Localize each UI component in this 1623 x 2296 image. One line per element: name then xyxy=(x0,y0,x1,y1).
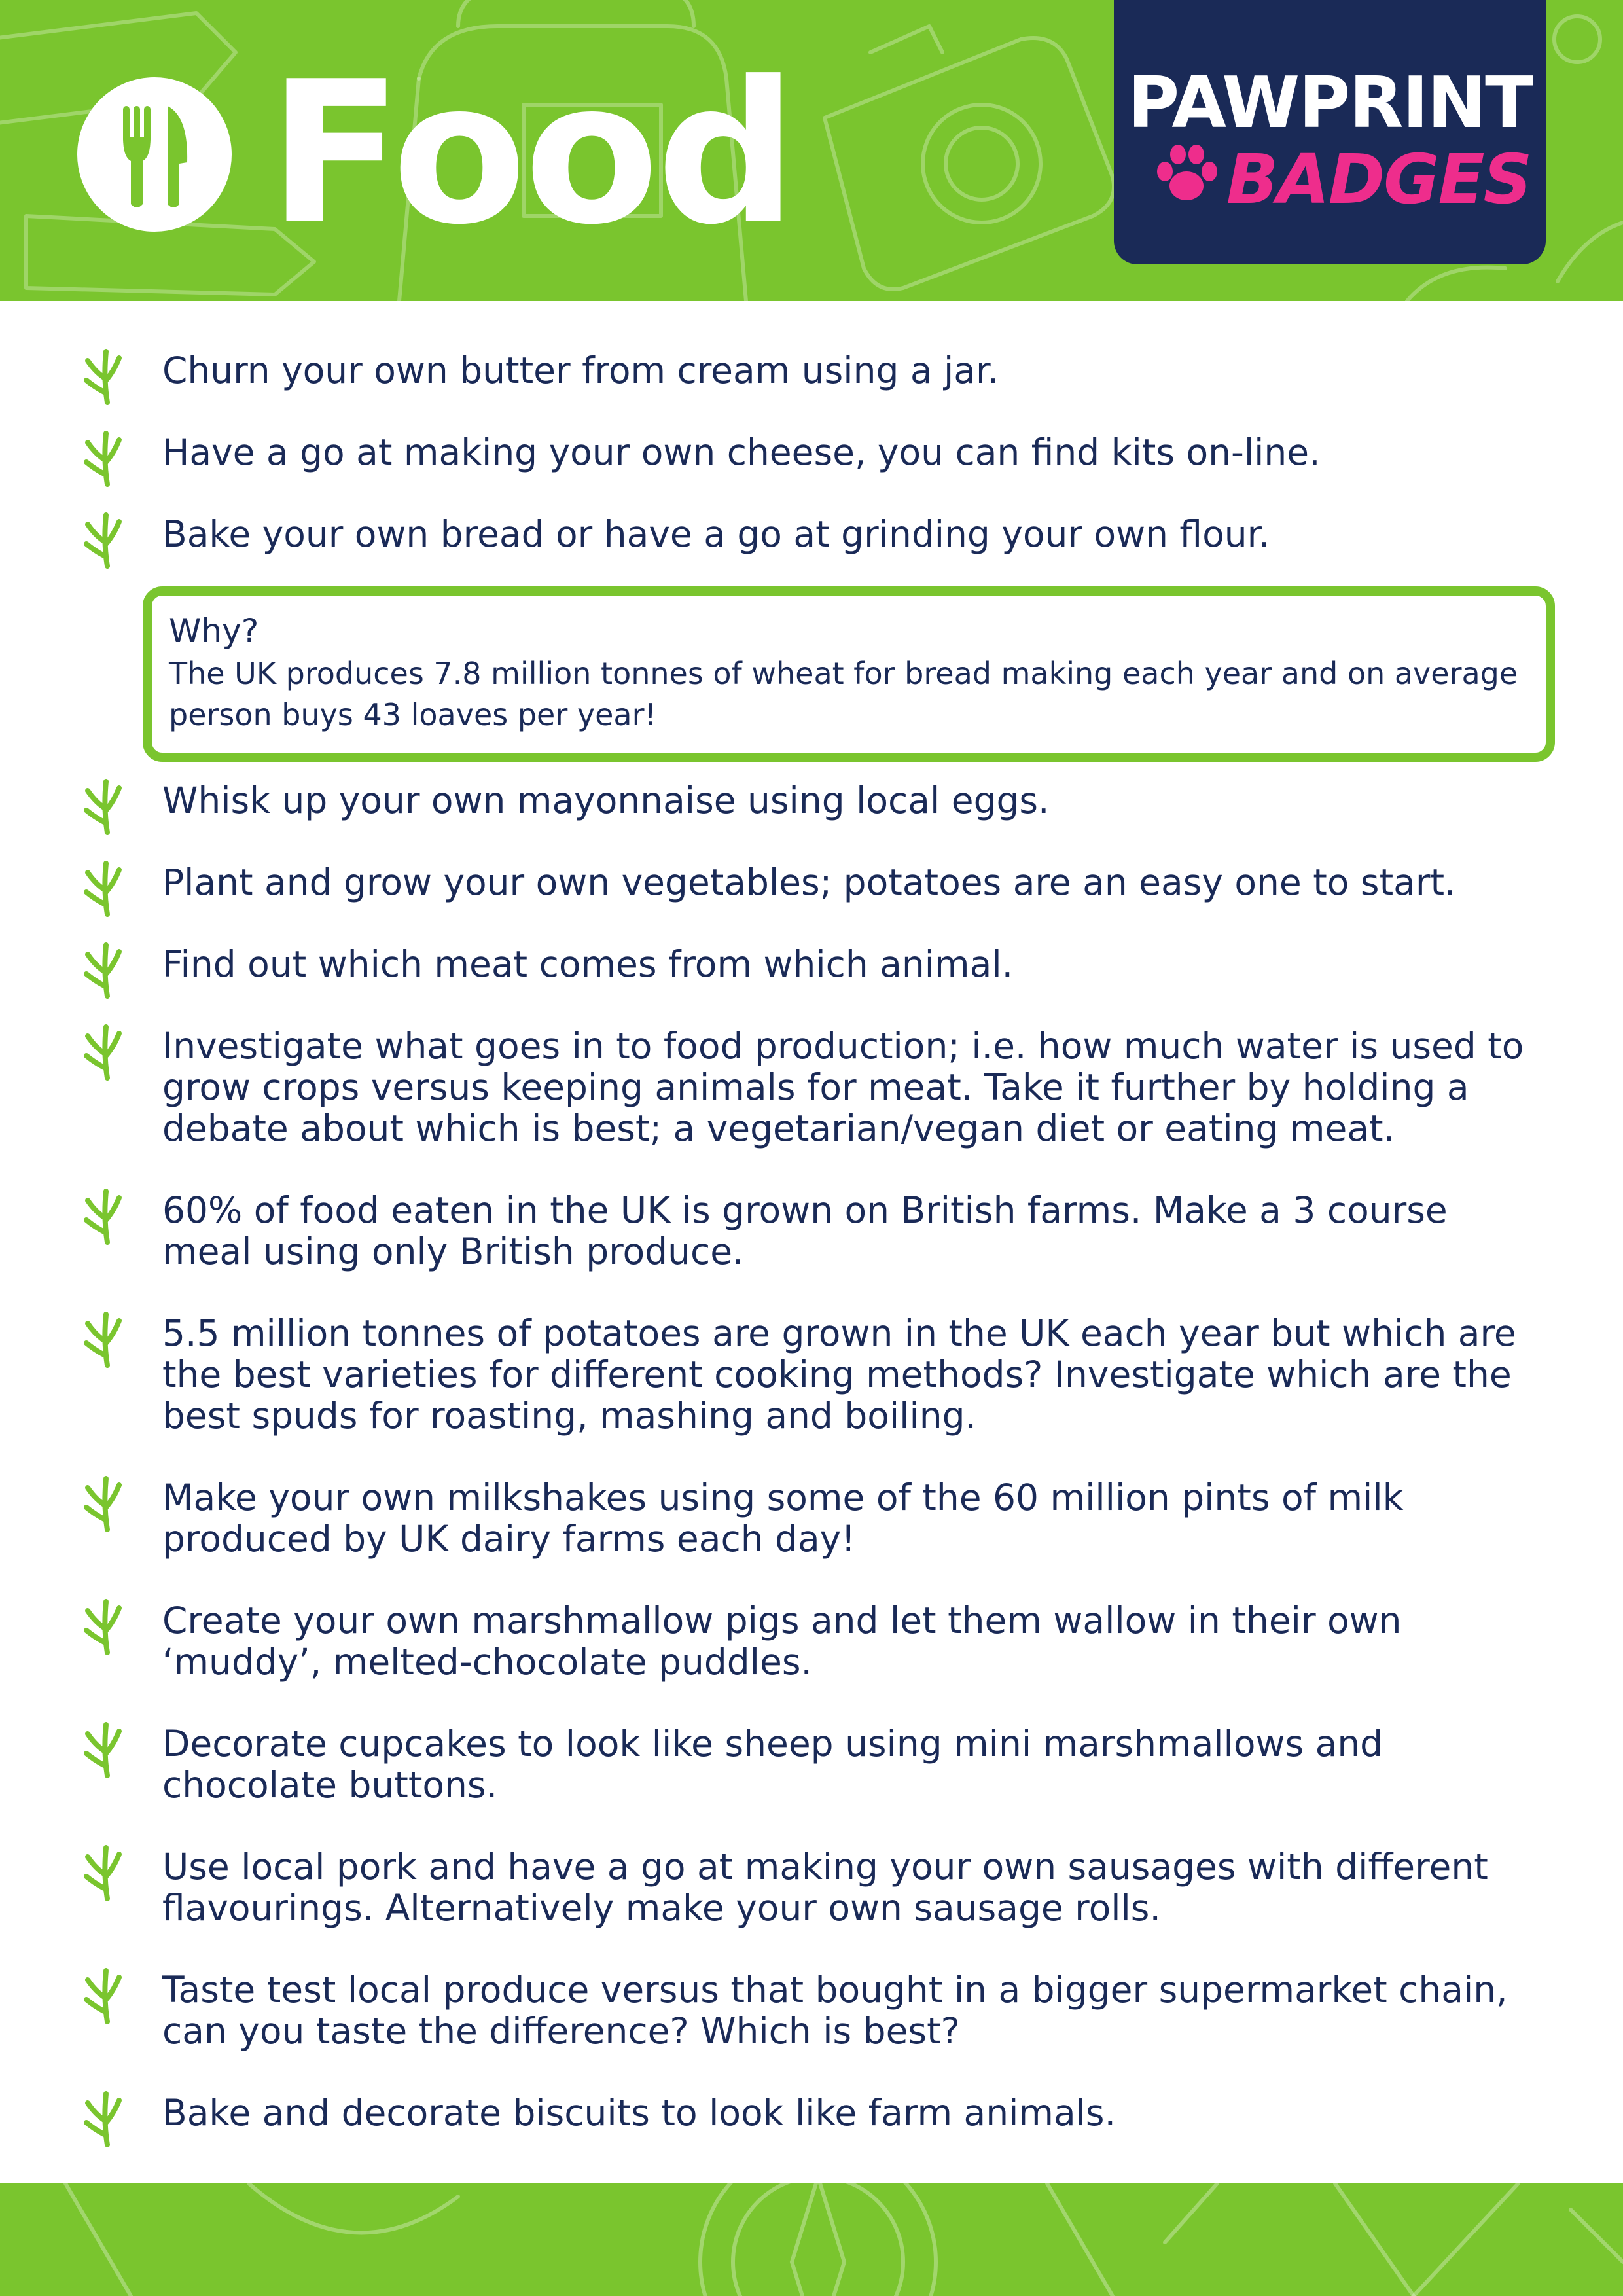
fork-knife-icon xyxy=(77,77,232,232)
wheat-sprig-icon xyxy=(84,428,123,487)
wheat-sprig-icon xyxy=(84,1719,123,1778)
list-item-text: Decorate cupcakes to look like sheep using mini marshmallows and chocolate buttons. xyxy=(162,1723,1383,1806)
footer-banner xyxy=(0,2183,1623,2296)
wheat-sprig-icon xyxy=(84,1596,123,1655)
wheat-sprig-icon xyxy=(84,940,123,999)
footer-doodle-background xyxy=(0,2183,1623,2296)
list-item-text: Plant and grow your own vegetables; potatoes are an easy one to start. xyxy=(162,861,1456,903)
list-item-text: Use local pork and have a go at making your own sausages with different flavourings. Alternatively make your own sausage rolls. xyxy=(162,1846,1488,1929)
list-item-text: Bake your own bread or have a go at grinding your own flour. xyxy=(162,513,1270,555)
list-item-text: 60% of food eaten in the UK is grown on British farms. Make a 3 course meal using only British produce. xyxy=(162,1189,1448,1272)
list-item-text: Taste test local produce versus that bought in a bigger supermarket chain, can you taste the difference? Which is best? xyxy=(162,1969,1508,2052)
wheat-sprig-icon xyxy=(84,1965,123,2024)
wheat-sprig-icon xyxy=(84,776,123,835)
wheat-sprig-icon xyxy=(84,858,123,917)
why-fact-box xyxy=(143,586,1555,762)
list-item-text: Create your own marshmallow pigs and let them wallow in their own ‘muddy’, melted-chocolate puddles. xyxy=(162,1600,1402,1683)
wheat-sprig-icon xyxy=(84,1309,123,1368)
logo-line1: PAWPRINT xyxy=(1128,62,1532,144)
logo-line2: BADGES xyxy=(1226,139,1531,219)
list-item-text: Churn your own butter from cream using a jar. xyxy=(162,350,999,391)
list-item-text: Have a go at making your own cheese, you can find kits on-line. xyxy=(162,431,1321,473)
page-title: Food xyxy=(268,39,794,268)
list-item-text: Bake and decorate biscuits to look like farm animals. xyxy=(162,2092,1116,2134)
list-item-text: 5.5 million tonnes of potatoes are grown in the UK each year but which are the best varieties for different cooking methods? Investigate which are the best spuds for roasting, mashing and boiling. xyxy=(162,1312,1516,1437)
why-text: The UK produces 7.8 million tonnes of wheat for bread making each year and on average person buys 43 loaves per year! xyxy=(169,656,1518,732)
wheat-sprig-icon xyxy=(84,1186,123,1245)
wheat-sprig-icon xyxy=(84,2089,123,2147)
why-title: Why? xyxy=(169,612,259,650)
list-item-text: Whisk up your own mayonnaise using local eggs. xyxy=(162,780,1050,821)
wheat-sprig-icon xyxy=(84,346,123,405)
wheat-sprig-icon xyxy=(84,1473,123,1532)
paw-icon xyxy=(1150,143,1222,208)
wheat-sprig-icon xyxy=(84,510,123,569)
list-item-text: Find out which meat comes from which animal. xyxy=(162,943,1014,985)
wheat-sprig-icon xyxy=(84,1842,123,1901)
pawprint-badges-logo xyxy=(1114,0,1546,264)
list-item-text: Make your own milkshakes using some of the 60 million pints of milk produced by UK dairy farms each day! xyxy=(162,1477,1404,1560)
wheat-sprig-icon xyxy=(84,1022,123,1081)
list-item-text: Investigate what goes in to food production; i.e. how much water is used to grow crops versus keeping animals for meat. Take it further by holding a debate about which is best; a vegetarian/vegan diet or eating meat. xyxy=(162,1025,1524,1149)
header-banner xyxy=(0,0,1623,301)
